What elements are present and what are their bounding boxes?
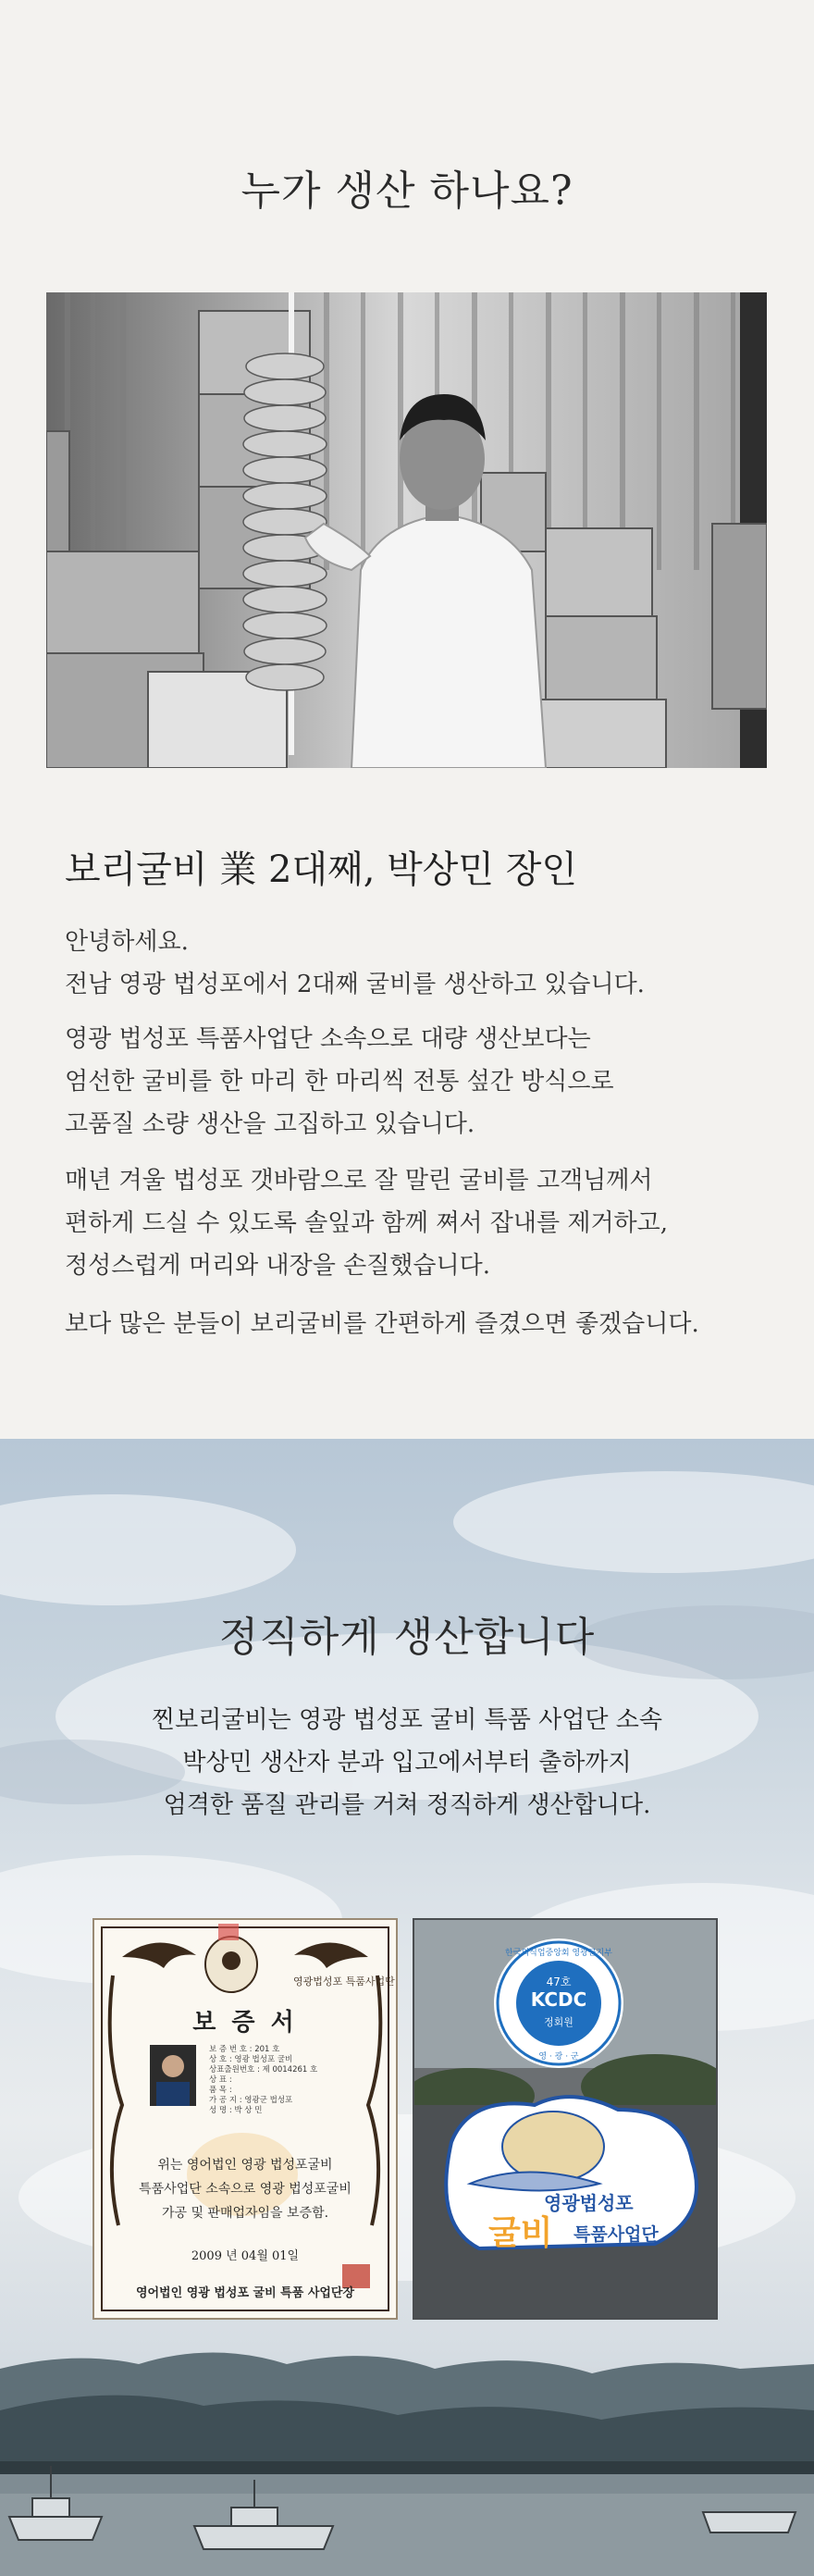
intro-paragraph-4 [65,1303,768,1345]
quality-line-1: 찐보리굴비는 영광 법성포 굴비 특품 사업단 소속 [152,1706,662,1734]
paragraph-line: 편하게 드실 수 있도록 솔잎과 함께 쪄서 잡내를 제거하고, [65,1209,669,1237]
paragraph-line: 매년 겨울 법성포 갯바람으로 잘 말린 굴비를 고객님께서 [65,1167,653,1195]
certificate-footer: 영어법인 영광 법성포 굴비 특품 사업단장 [135,2286,355,2300]
certificate-date: 2009 년 04월 01일 [191,2249,300,2263]
paragraph-line: 전남 영광 법성포에서 2대째 굴비를 생산하고 있습니다. [65,971,645,998]
intro-paragraph-2 [65,1018,768,1146]
sticker-ring-bottom: 영 · 광 · 군 [538,2052,579,2062]
paragraph-line: 고품질 소량 생산을 고집하고 있습니다. [65,1110,475,1138]
certificate-field: 품 목 : [209,2086,232,2095]
paragraph-line: 보다 많은 분들이 보리굴비를 간편하게 즐겼으면 좋겠습니다. [65,1310,699,1338]
sticker-brand-line1: 영광법성포 [544,2192,634,2214]
certificate-body-line: 가공 및 판매업자임을 보증함. [161,2206,329,2221]
certificate-body-line: 위는 영어법인 영광 법성포굴비 [157,2158,333,2173]
member-sticker-photo [413,1918,718,2320]
certificate-body-line: 특품사업단 소속으로 영광 법성포굴비 [139,2182,352,2197]
certificate-field: 상 호 : 영광 법성포 굴비 [209,2055,293,2064]
quality-section-title: 정직하게 생산합니다 [218,1614,596,1661]
sticker-brand-big: 굴비 [488,2214,553,2252]
certificate-fields [209,2045,317,2116]
sticker-brand-line2: 특품사업단 [574,2224,659,2245]
paragraph-line: 엄선한 굴비를 한 마리 한 마리씩 전통 섶간 방식으로 [65,1068,614,1096]
certificate-field: 보 증 번 호 : 201 호 [209,2045,280,2054]
certificate-badge: 영광법성포 특품사업단 [293,1975,395,1988]
quality-line-3: 엄격한 품질 관리를 거쳐 정직하게 생산합니다. [163,1791,651,1819]
producer-section-title: 누가 생산 하나요? [240,167,574,215]
quality-line-2: 박상민 생산자 분과 입고에서부터 출하까지 [182,1749,632,1777]
certificate-field: 성 명 : 박 상 민 [209,2106,263,2115]
paragraph-line: 영광 법성포 특품사업단 소속으로 대량 생산보다는 [65,1025,591,1053]
producer-photo [46,292,767,768]
certificate-field: 상 표 : [209,2075,232,2085]
producer-heading: 보리굴비 業 2대째, 박상민 장인 [65,848,578,891]
certificate-title: 보 증 서 [192,2009,298,2037]
certificate-field: 가 공 지 : 영광군 법성포 [209,2096,293,2105]
sticker-member: 정회원 [544,2016,574,2028]
intro-paragraph-3 [65,1159,768,1287]
intro-paragraph-1 [65,921,768,1006]
certificate-body [94,2153,396,2225]
paragraph-line: 정성스럽게 머리와 내장을 손질했습니다. [65,1252,491,1280]
paragraph-line: 안녕하세요. [65,928,189,956]
quality-certificate [92,1918,398,2320]
certificate-field: 상표출원번호 : 제 0014261 호 [209,2065,318,2074]
sticker-number: 47호 [546,1975,572,1988]
sticker-ring-text: 한국외식업중앙회 영광군지부 [505,1949,612,1958]
sticker-kcdc: KCDC [530,1988,587,2011]
